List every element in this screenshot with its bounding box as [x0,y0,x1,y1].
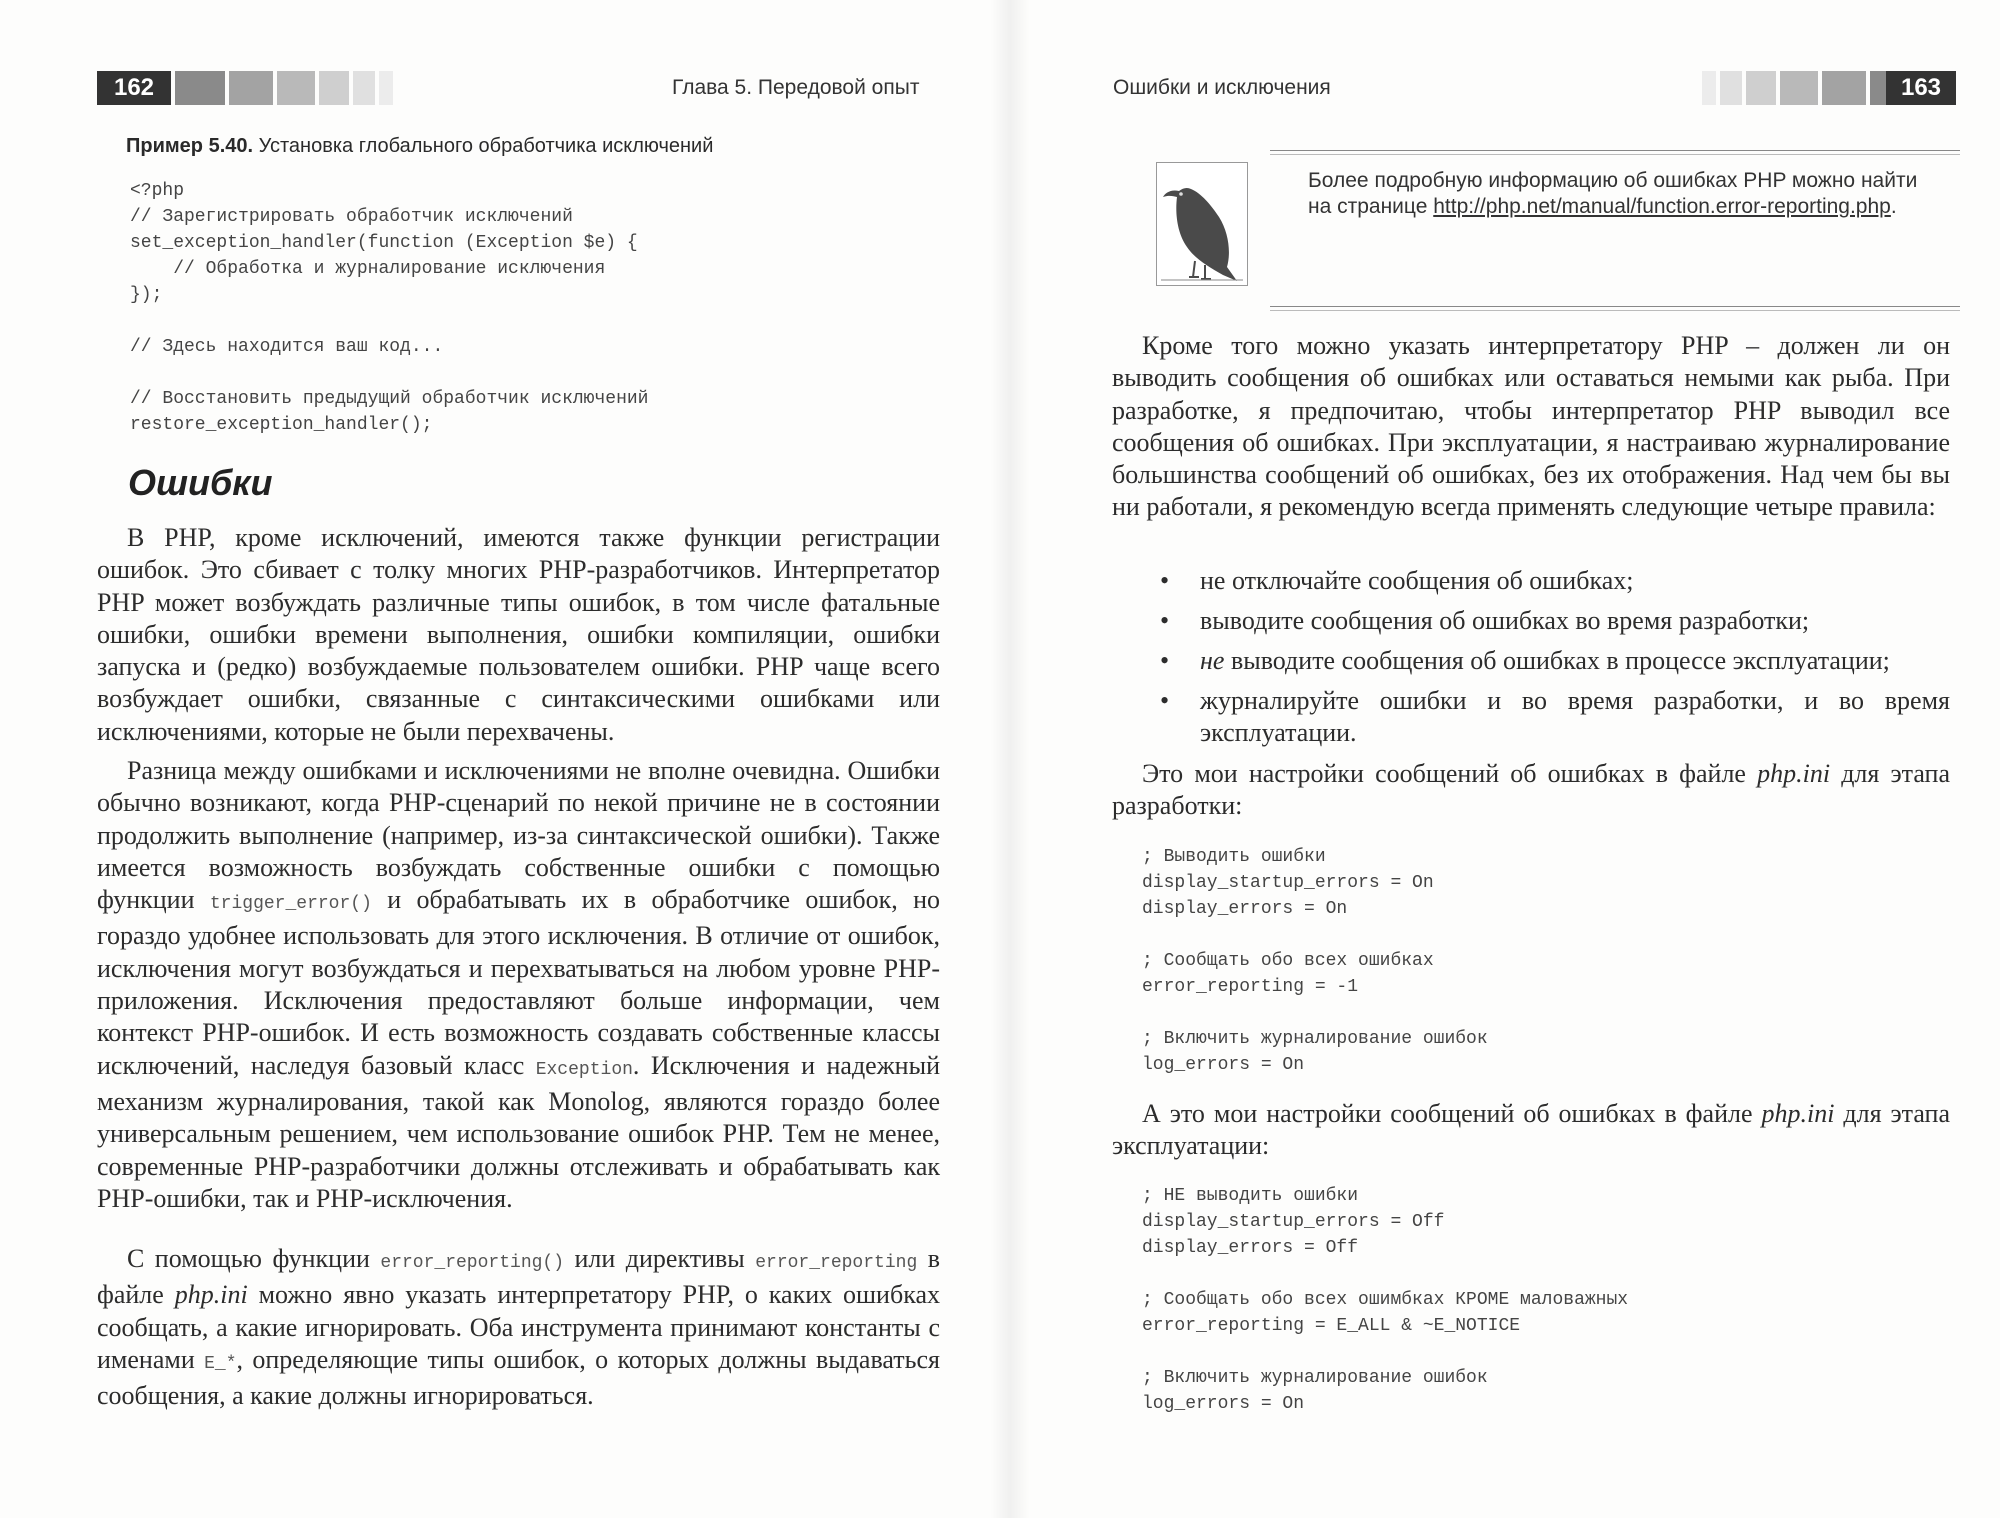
text-run: . [1890,195,1897,218]
header-decor-squares [175,71,393,105]
code-line: }); [130,285,163,305]
text-run: в файле [97,1244,940,1310]
code-line: ; Выводить ошибки [1142,847,1326,867]
page-number: 162 [97,71,171,105]
note-link[interactable]: http://php.net/manual/function.error-reporting.php [1433,195,1891,218]
text-run: или директивы [564,1244,756,1273]
code-line: ; Включить журналирование ошибок [1142,1029,1488,1049]
paragraph-1: В PHP, кроме исключений, имеются также функции регистрации ошибок. Это сбивает с толку многих PHP-разработчиков. Интерпретатор PHP может возбуждать различные типы ошибок, в том числе фатальные ошибки, ошибки времени выполнения, ошибки компиляции, ошибки запуска и (редко) возбуждаемые пользователем ошибки. PHP чаще всего возбуждает ошибки, связанные с синтаксическими ошибками или исключениями, которые не были перехвачены. [97,523,940,746]
note-rule-top [1270,150,1960,155]
file-name: php.ini [1761,1099,1835,1128]
prod-settings-paragraph [1112,1098,1950,1163]
code-line: // Здесь находится ваш код... [130,337,444,357]
list-item: • не отключайте сообщения об ошибках; [1160,566,1634,595]
code-line: restore_exception_handler(); [130,415,433,435]
text-run: С помощью функции [127,1244,381,1273]
note-text [1308,168,1918,220]
code-line: // Восстановить предыдущий обработчик исключений [130,389,649,409]
paragraph-2 [97,755,940,1215]
section-heading: Ошибки [128,462,273,503]
emphasis: не [1200,646,1225,675]
dev-settings-paragraph [1112,758,1950,823]
code-line: display_startup_errors = Off [1142,1212,1445,1232]
list-item-text: не отключайте сообщения об ошибках; [1200,566,1634,595]
code-line: display_errors = On [1142,899,1348,919]
inline-code: Exception [535,1059,633,1080]
inline-code: trigger_error() [209,894,372,915]
list-item: • журналируйте ошибки и во время разработки, и во время эксплуатации. [1160,686,1950,747]
example-title: Установка глобального обработчика исключений [253,135,714,157]
code-line: ; Сообщать обо всех ошимбках КРОМЕ маловажных [1142,1290,1629,1310]
list-item-text: выводите сообщения об ошибках в процессе эксплуатации; [1224,646,1890,675]
code-listing [130,178,648,438]
running-title-right: Ошибки и исключения [1113,76,1331,99]
text-run: , определяющие типы ошибок, о которых должны выдаваться сообщения, а какие должны игнорироваться. [97,1344,940,1411]
code-line [1142,1339,1628,1365]
running-title: Глава 5. Передовой опыт [672,76,920,99]
dev-settings-code [1142,844,1488,1078]
text-run: Это мои настройки сообщений об ошибках в файле [1142,759,1758,788]
bird-note-icon [1156,162,1248,286]
prod-settings-code [1142,1183,1628,1417]
code-line [130,308,648,334]
code-line: // Обработка и журналирование исключения [130,259,606,279]
rules-list [1160,565,1950,757]
text-run: можно явно указать интерпретатору PHP, о каких ошибках сообщать, а какие игнорировать. Оба инструмента принимают константы с именами [97,1280,940,1374]
code-line: log_errors = On [1142,1394,1305,1414]
list-item: • не выводите сообщения об ошибках в процессе эксплуатации; [1160,646,1890,675]
text-run: Разница между ошибками и исключениями не вполне очевидна. Ошибки обычно возникают, когда PHP-сценарий по некой причине не в состоянии продолжить выполнение (например, из-за синтаксической ошибки). Также имеется возможность возбуждать собственные ошибки с помощью функции [97,756,940,915]
code-line: error_reporting = -1 [1142,977,1359,997]
file-name: php.ini [174,1280,248,1310]
file-name: php.ini [1757,759,1831,788]
code-line: error_reporting = E_ALL & ~E_NOTICE [1142,1316,1521,1336]
inline-code: E_* [204,1353,237,1374]
code-line [1142,922,1488,948]
text-run: А это мои настройки сообщений об ошибках в файле [1142,1099,1762,1128]
crow-icon [1157,163,1247,285]
code-line [130,360,648,386]
code-line: // Зарегистрировать обработчик исключений [130,207,573,227]
page-number-right: 163 [1886,71,1956,105]
inline-code: error_reporting() [380,1253,565,1273]
example-caption [126,135,713,158]
code-line: display_startup_errors = On [1142,873,1434,893]
intro-paragraph: Кроме того можно указать интерпретатору PHP – должен ли он выводить сообщения об ошибках или оставаться немыми как рыба. При разработке, я предпочитаю, чтобы интерпретатор PHP выводил все сообщения об ошибках. При эксплуатации, я настраиваю журналирование большинства сообщений об ошибках, без их отображения. Над чем бы вы ни работали, я рекомендую всегда применять следующие четыре правила: [1112,331,1950,522]
text-run: и обрабатывать их в обработчике ошибок, но гораздо удобнее использовать для этого исключения. В отличие от ошибок, исключения могут возбуждаться и перехватываться на любом уровне PHP-приложения. Исключения предоставляют больше информации, чем контекст PHP-ошибок. И есть возможность создавать собственные классы исключений, наследуя базовый класс [97,885,940,1080]
text-run: для этапа разработки: [1112,759,1950,821]
code-line [1142,1000,1488,1026]
text-run: для этапа эксплуатации: [1112,1099,1951,1161]
example-label: Пример 5.40. [126,135,254,157]
code-line [1142,1261,1628,1287]
list-item: • выводите сообщения об ошибках во время разработки; [1160,606,1810,635]
list-item-text: выводите сообщения об ошибках во время разработки; [1200,606,1810,635]
note-rule-bottom [1270,306,1960,311]
code-line: <?php [130,181,185,201]
paragraph-3 [97,1243,940,1412]
code-line: display_errors = Off [1142,1238,1359,1258]
code-line: ; Включить журналирование ошибок [1142,1368,1488,1388]
text-run: . Исключения и надежный механизм журналирования, такой как Monolog, являются гораздо более универсальным решением, чем использование ошибок PHP. Тем не менее, современные PHP-разработчики должны отслеживать и обрабатывать как PHP-ошибки, так и PHP-исключения. [97,1050,940,1213]
text-run: Более подробную информацию об ошибках PHP можно найти на странице [1308,169,1918,218]
code-line: ; Сообщать обо всех ошибках [1142,951,1434,971]
inline-code: error_reporting [755,1253,918,1273]
list-item-text: журналируйте ошибки и во время разработки, и во время эксплуатации. [1200,686,1950,747]
code-line: log_errors = On [1142,1055,1305,1075]
code-line: set_exception_handler(function (Exception $e) { [130,233,638,253]
code-line: ; НЕ выводить ошибки [1142,1186,1359,1206]
